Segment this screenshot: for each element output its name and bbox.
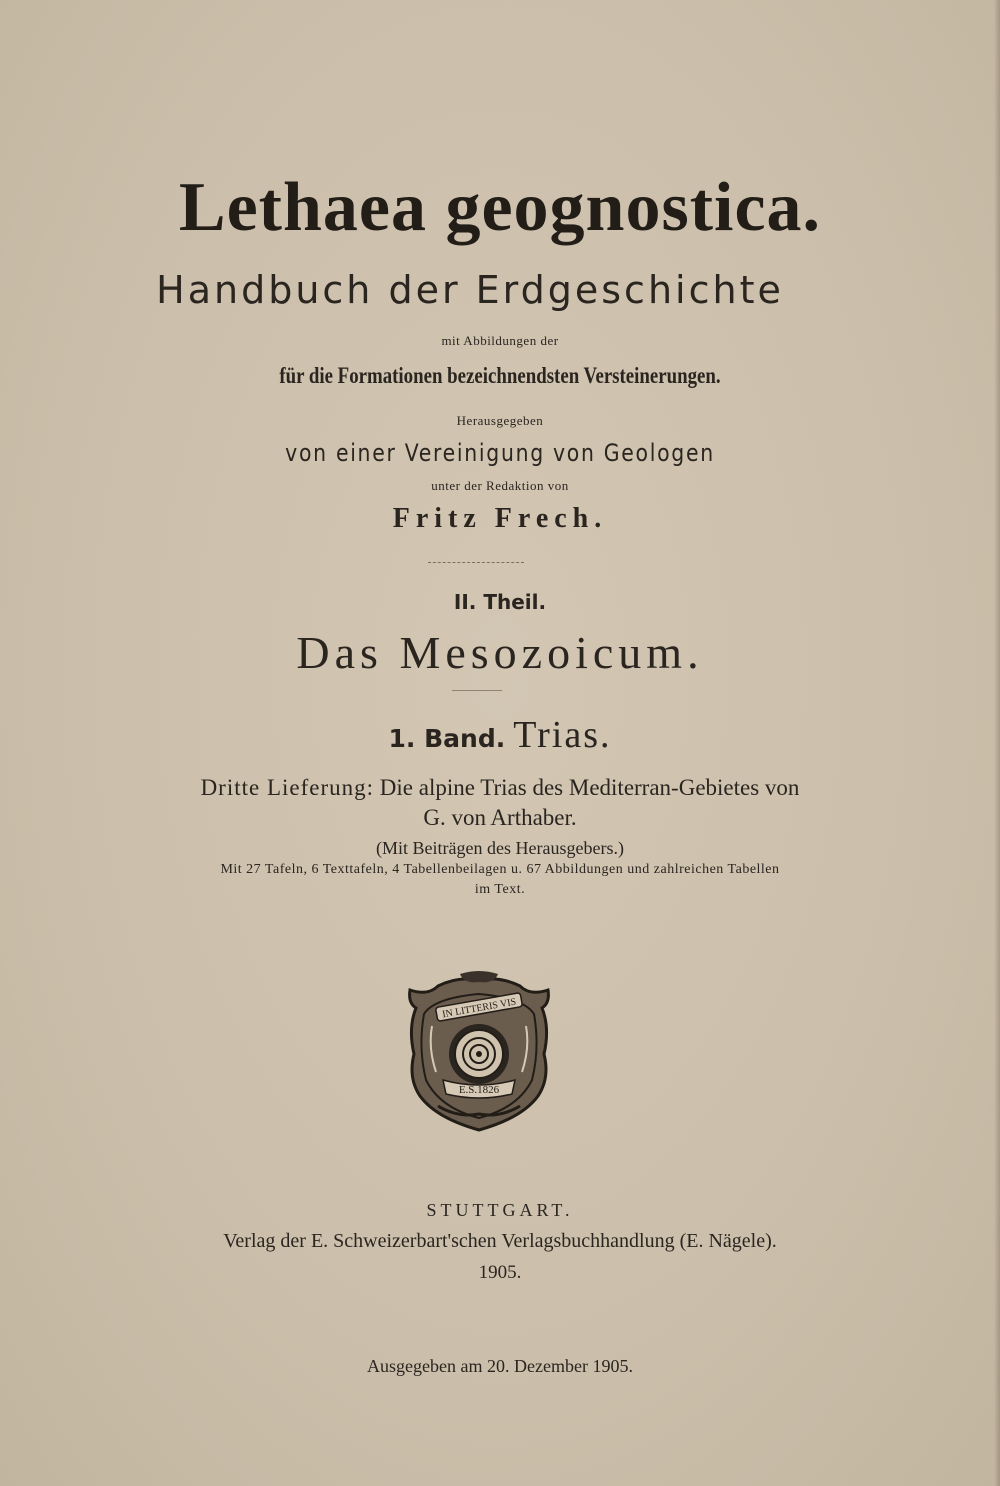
seal-initials: E.S.1826 xyxy=(458,1084,500,1096)
ornamental-rule xyxy=(428,562,524,563)
installment-line xyxy=(0,775,1000,801)
contributions-line: (Mit Beiträgen des Herausgebers.) xyxy=(376,838,624,858)
issue-date: Ausgegeben am 20. Dezember 1905. xyxy=(367,1356,633,1376)
illustrations-line: mit Abbildungen der xyxy=(441,333,559,348)
page-edge-shadow xyxy=(994,0,1000,1486)
association-line: von einer Vereinigung von Geologen xyxy=(285,439,715,467)
volume-title: Trias. xyxy=(513,714,612,756)
imprint-city: STUTTGART. xyxy=(426,1200,574,1220)
volume-number: 1. Band. xyxy=(388,724,506,753)
installment-label: Dritte Lieferung: xyxy=(200,775,375,800)
publisher-seal xyxy=(398,968,560,1136)
contents-line-2: im Text. xyxy=(474,882,526,897)
imprint-publisher: Verlag der E. Schweizerbart'schen Verlagsbuchhandlung (E. Nägele). xyxy=(223,1230,777,1252)
part-title: Das Mesozoicum. xyxy=(296,627,704,678)
short-rule xyxy=(452,690,502,691)
part-label: II. Theil. xyxy=(453,590,547,614)
author-name: G. von Arthaber. xyxy=(423,805,577,830)
fossils-line: für die Formationen bezeichnendsten Versteinerungen. xyxy=(279,363,721,388)
edited-by-line: Herausgegeben xyxy=(456,413,544,428)
contents-line-1: Mit 27 Tafeln, 6 Texttafeln, 4 Tabellenbeilagen u. 67 Abbildungen und zahlreichen Tabellen xyxy=(220,862,780,877)
book-title: Lethaea geognostica. xyxy=(178,169,822,246)
editorship-line: unter der Redaktion von xyxy=(431,478,569,493)
volume-heading xyxy=(0,713,1000,757)
seal-motto: IN LITTERIS VIS xyxy=(441,996,518,1021)
installment-title: Die alpine Trias des Mediterran-Gebietes von xyxy=(379,775,800,800)
imprint-year: 1905. xyxy=(478,1262,522,1283)
editor-name: Fritz Frech. xyxy=(392,503,608,534)
book-subtitle: Handbuch der Erdgeschichte xyxy=(156,268,784,312)
